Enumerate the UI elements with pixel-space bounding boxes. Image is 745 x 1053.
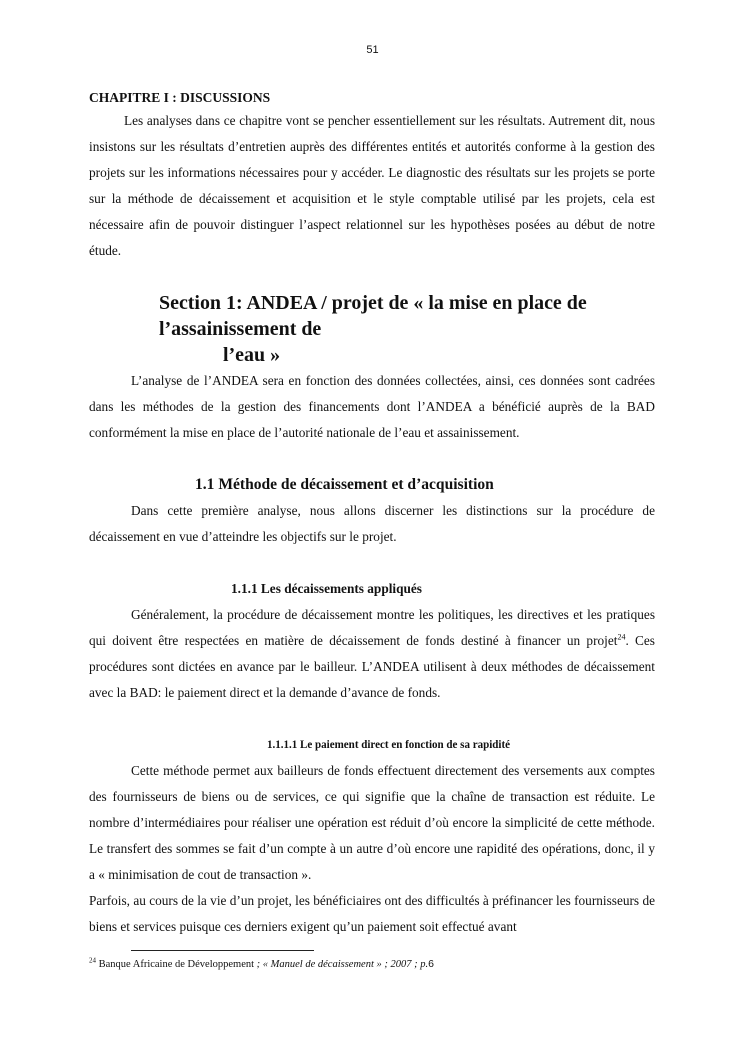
paragraph-text-part1: Généralement, la procédure de décaissement montre les politiques, les directives et les pratiques qui doivent être respectées en matière de décaissement de fonds destiné à financer un projet (89, 607, 655, 648)
paragraph-text-part2: . Ces procédures sont dictées en avance par le bailleur. L’ANDEA utilisent à deux méthodes de décaissement avec la BAD: le paiement direct et la demande d’avance de fonds. (89, 633, 655, 700)
footnote-title: ; « Manuel de décaissement » ; 2007 ; p. (254, 959, 429, 970)
chapter-title: CHAPITRE I : DISCUSSIONS (89, 90, 271, 105)
subsection-1-1-title: 1.1 Méthode de décaissement et d’acquisition (195, 476, 494, 493)
page-body (89, 88, 655, 940)
subsection-1-1-1-title: 1.1.1 Les décaissements appliqués (231, 581, 422, 596)
footnote-reference[interactable]: 24 (617, 632, 626, 642)
subsection-1-1-paragraph: Dans cette première analyse, nous allons discerner les distinctions sur la procédure de décaissement en vue d’atteindre les objectifs sur le projet. (89, 503, 655, 544)
page-number: 51 (366, 44, 379, 56)
footnote-separator (131, 950, 314, 951)
footnote-page: 6 (428, 958, 434, 970)
subsection-1-1-1-1-title: 1.1.1.1 Le paiement direct en fonction de sa rapidité (267, 739, 511, 751)
intro-paragraph: Les analyses dans ce chapitre vont se pencher essentiellement sur les résultats. Autrement dit, nous insistons sur les résultats d’entretien auprès des différentes entités et autorités conforme à la gestion des projets sur les informations nécessaires pour y accéder. Le diagnostic des résultats sur les projets se porte sur la méthode de décaissement et acquisition et le style comptable utilisé par les projets, cela est nécessaire afin de pouvoir distinguer l’aspect relationnel sur les hypothèses posées au début de notre étude. (89, 113, 655, 258)
footnote-number: 24 (89, 956, 96, 965)
section-1-title-line2: l’eau » (223, 344, 281, 366)
subsection-1-1-1-1-paragraph-2: Parfois, au cours de la vie d’un projet, les bénéficiaires ont des difficultés à préfinancer les fournisseurs de biens et services puisque ces derniers exigent qu’un paiement soit effectué avant (89, 893, 655, 934)
footnote (89, 958, 689, 970)
section-1-title-line1: Section 1: ANDEA / projet de « la mise en place de l’assainissement de (159, 292, 587, 340)
section-1-title (89, 290, 655, 368)
subsection-1-1-1-1-paragraph-1: Cette méthode permet aux bailleurs de fonds effectuent directement des versements aux comptes des fournisseurs de biens ou de services, ce qui signifie que la chaîne de transaction est réduite. Le nombre d’intermédiaires pour réaliser une opération est réduit d’où encore la simplicité de cette méthode. Le transfert des sommes se fait d’un compte à un autre d’où encore une rapidité des opérations, donc, il y a « minimisation de cout de transaction ». (89, 763, 655, 882)
footnote-source: Banque Africaine de Développement (98, 959, 255, 970)
section-1-paragraph: L’analyse de l’ANDEA sera en fonction des données collectées, ainsi, ces données sont cadrées dans les méthodes de la gestion des financements dont l’ANDEA a bénéficié auprès de la BAD conformément la mise en place de l’autorité nationale de l’eau et assainissement. (89, 373, 655, 440)
subsection-1-1-1-paragraph (89, 602, 655, 706)
